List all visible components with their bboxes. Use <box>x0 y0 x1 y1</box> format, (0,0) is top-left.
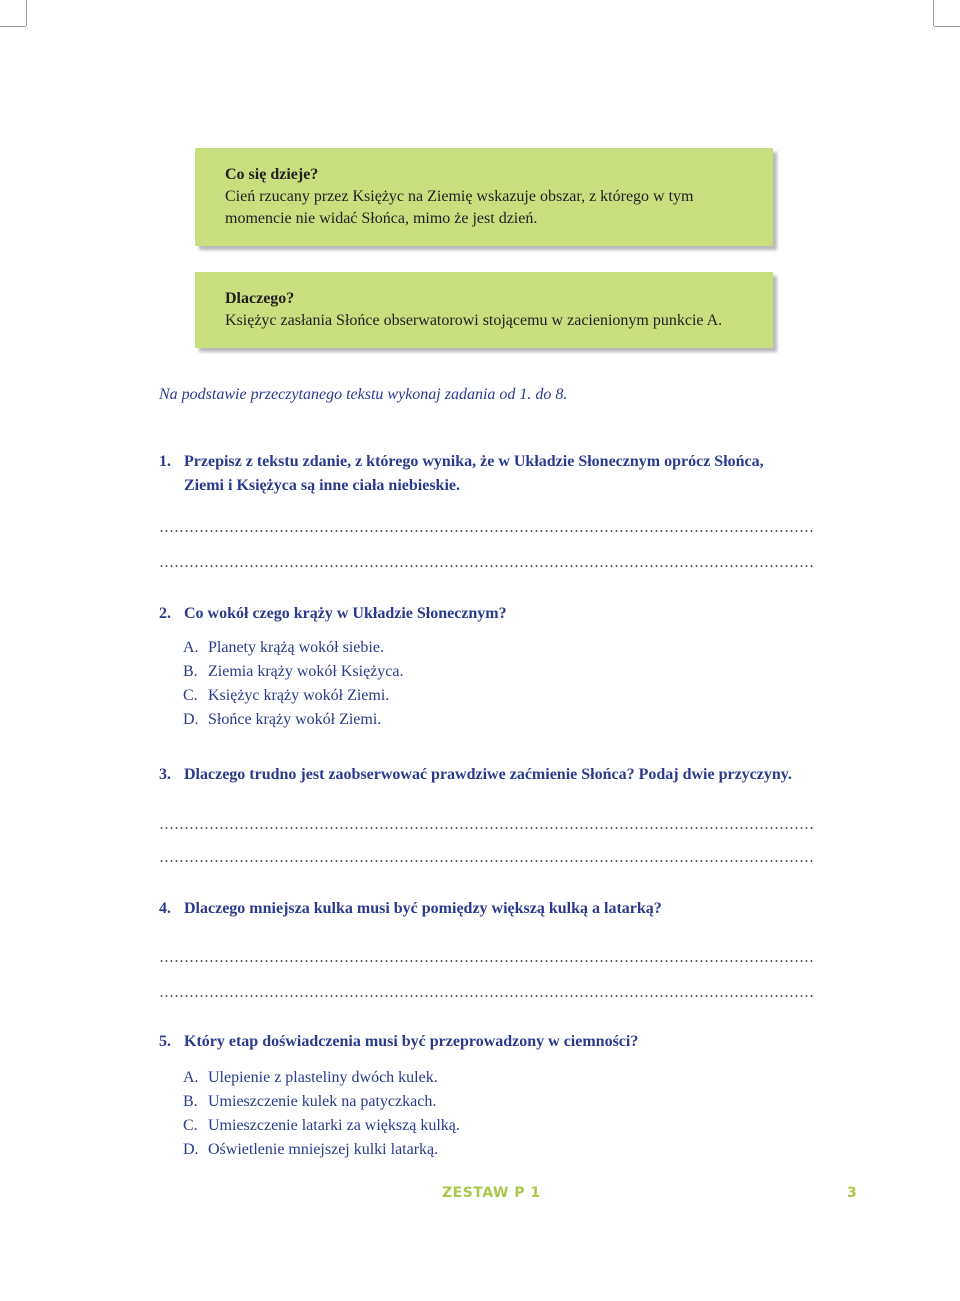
option-a[interactable] <box>183 1067 438 1089</box>
info-box-text: Księżyc zasłania Słońce obserwatorowi stojącemu w zacienionym punkcie A. <box>225 312 723 329</box>
info-box-text-line: Cień rzucany przez Księżyc na Ziemię wskazuje obszar, z którego w tym <box>225 188 694 205</box>
option-text: Ziemia krąży wokół Księżyca. <box>208 663 404 680</box>
page-number: 3 <box>847 1185 858 1201</box>
question-text: Który etap doświadczenia musi być przeprowadzony w ciemności? <box>184 1033 639 1050</box>
option-text: Księżyc krąży wokół Ziemi. <box>208 687 390 704</box>
question-2 <box>159 602 839 626</box>
question-number: 3. <box>159 766 171 783</box>
info-box-title: Dlaczego? <box>225 290 295 307</box>
option-letter: B. <box>183 663 198 680</box>
option-letter: B. <box>183 1093 198 1110</box>
info-box-text-line: momencie nie widać Słońca, mimo że jest dzień. <box>225 210 538 227</box>
option-text: Umieszczenie latarki za większą kulką. <box>208 1117 460 1134</box>
crop-mark-top-left <box>26 0 27 26</box>
option-text: Słońce krąży wokół Ziemi. <box>208 711 382 728</box>
info-box-title: Co się dzieje? <box>225 166 319 183</box>
option-letter: A. <box>183 1069 199 1086</box>
option-letter: C. <box>183 1117 198 1134</box>
question-text: Dlaczego trudno jest zaobserwować prawdziwe zaćmienie Słońca? Podaj dwie przyczyny. <box>184 766 792 783</box>
option-d[interactable] <box>183 709 381 731</box>
option-b[interactable] <box>183 1091 436 1113</box>
info-box-what-happens <box>195 148 773 246</box>
crop-mark-top-right-h <box>934 26 960 27</box>
option-text: Ulepienie z plasteliny dwóch kulek. <box>208 1069 438 1086</box>
option-a[interactable] <box>183 637 384 659</box>
question-number: 4. <box>159 900 171 917</box>
question-number: 2. <box>159 605 171 622</box>
question-number: 1. <box>159 453 171 470</box>
option-letter: C. <box>183 687 198 704</box>
question-3 <box>159 763 839 787</box>
option-b[interactable] <box>183 661 403 683</box>
info-box-why <box>195 272 773 348</box>
question-text-line: Ziemi i Księżyca są inne ciała niebieskie. <box>184 477 460 494</box>
option-letter: D. <box>183 1141 199 1158</box>
answer-line[interactable] <box>159 995 814 997</box>
question-4 <box>159 897 839 921</box>
instructions: Na podstawie przeczytanego tekstu wykonaj zadania od 1. do 8. <box>159 386 568 403</box>
option-c[interactable] <box>183 1115 460 1137</box>
question-text: Co wokół czego krąży w Układzie Słonecznym? <box>184 605 507 622</box>
option-d[interactable] <box>183 1139 438 1161</box>
option-text: Oświetlenie mniejszej kulki latarką. <box>208 1141 439 1158</box>
crop-mark-top-left-h <box>0 26 26 27</box>
option-c[interactable] <box>183 685 389 707</box>
option-letter: A. <box>183 639 199 656</box>
answer-line[interactable] <box>159 960 814 962</box>
question-5 <box>159 1030 839 1054</box>
question-number: 5. <box>159 1033 171 1050</box>
option-letter: D. <box>183 711 199 728</box>
option-text: Umieszczenie kulek na patyczkach. <box>208 1093 437 1110</box>
answer-line[interactable] <box>159 530 814 532</box>
crop-mark-top-right <box>933 0 934 26</box>
answer-line[interactable] <box>159 565 814 567</box>
answer-line[interactable] <box>159 860 814 862</box>
question-text-line: Przepisz z tekstu zdanie, z którego wynika, że w Układzie Słonecznym oprócz Słońca, <box>184 453 764 470</box>
option-text: Planety krążą wokół siebie. <box>208 639 384 656</box>
question-text: Dlaczego mniejsza kulka musi być pomiędzy większą kulką a latarką? <box>184 900 662 917</box>
footer-set-label: ZESTAW P 1 <box>442 1185 541 1201</box>
question-1 <box>159 450 839 498</box>
answer-line[interactable] <box>159 827 814 829</box>
